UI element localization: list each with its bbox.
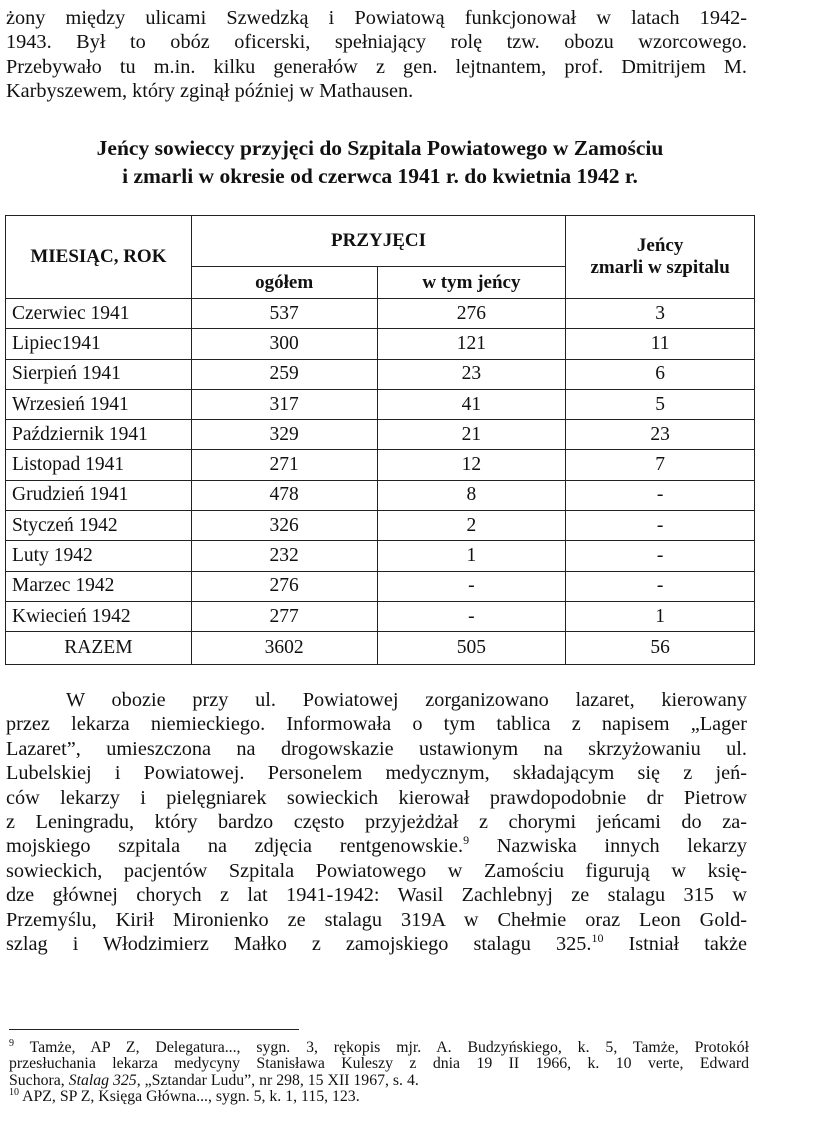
text-segment: mojskiego szpitala na zdjęcia rentgenowskie.: [6, 835, 464, 858]
table-row: [6, 541, 755, 571]
cell-pow: 8: [377, 480, 566, 510]
cell-total: 3602: [191, 632, 377, 665]
text-segment: APZ, SP Z, Księga Główna..., sygn. 5, k. 1, 115, 123.: [19, 1087, 360, 1105]
cell-pow: 23: [377, 359, 566, 389]
cell-month: Czerwiec 1941: [6, 299, 192, 329]
table-row: [6, 480, 755, 510]
text-segment: Istniał także: [603, 933, 747, 956]
text-line: ców lekarzy i pielęgniarek sowieckich kierował prawdopodobnie dr Pietrow: [6, 786, 747, 809]
cell-died: 7: [566, 450, 755, 480]
footnote-line: [9, 1040, 749, 1056]
text-line: [6, 932, 747, 956]
text-line: Karbyszewem, który zginął później w Mathausen.: [6, 80, 414, 103]
cell-died: 6: [566, 359, 755, 389]
table-row: [6, 601, 755, 631]
cell-total: 277: [191, 601, 377, 631]
text-line: sowieckich, pacjentów Szpitala Powiatowego w Zamościu figurują w księ-: [6, 859, 747, 882]
cell-pow: 12: [377, 450, 566, 480]
text-line: z Leningradu, który bardzo często przyjeżdżał z chorymi jeńcami do za-: [6, 811, 747, 834]
footnotes: [9, 1040, 749, 1105]
cell-month: Grudzień 1941: [6, 480, 192, 510]
text-line: Przemyślu, Kirił Mironienko ze stalagu 319A w Chełmie oraz Leon Gold-: [6, 908, 747, 931]
text-line: Lubelskiej i Powiatowej. Personelem medycznym, składającym się z jeń-: [6, 762, 747, 785]
cell-total: 271: [191, 450, 377, 480]
cell-died: 56: [566, 632, 755, 665]
text-line: żony między ulicami Szwedzką i Powiatową funkcjonował w latach 1942-: [6, 7, 747, 29]
cell-total: 537: [191, 299, 377, 329]
cell-pow: 1: [377, 541, 566, 571]
cell-died: -: [566, 511, 755, 541]
footnote-number: 9: [9, 1038, 14, 1049]
cell-total: 276: [191, 571, 377, 601]
cell-total: 329: [191, 420, 377, 450]
cell-total: 232: [191, 541, 377, 571]
text-line: dze głównej chorych z lat 1941-1942: Wasil Zachlebnyj ze stalagu 315 w: [6, 884, 747, 907]
text-line: [6, 834, 747, 858]
cell-died: -: [566, 480, 755, 510]
footnote-divider: [9, 1029, 299, 1030]
cell-month: Listopad 1941: [6, 450, 192, 480]
cell-month: Sierpień 1941: [6, 359, 192, 389]
text-line: przez lekarza niemieckiego. Informowała o tym tablica z napisem „Lager: [6, 713, 747, 736]
cell-total: 317: [191, 389, 377, 419]
text-segment: szlag i Włodzimierz Małko z zamojskiego stalagu 325.: [6, 933, 592, 956]
header-admitted: PRZYJĘCI: [191, 216, 565, 267]
text-segment: , „Sztandar Ludu”, nr 298, 15 XII 1967, s. 4.: [136, 1071, 419, 1089]
cell-pow: -: [377, 601, 566, 631]
header-total: ogółem: [191, 267, 377, 299]
table-row: [6, 571, 755, 601]
intro-paragraph: [6, 6, 747, 104]
footnote-ref[interactable]: 9: [463, 833, 470, 848]
text-segment: Nazwiska innych lekarzy: [469, 835, 747, 858]
text-line: Przebywało tu m.in. kilku generałów z gen. lejtnantem, prof. Dmitrijem M.: [6, 55, 747, 78]
italic-title: Stalag 325: [68, 1071, 137, 1089]
text-segment: Suchora,: [9, 1071, 69, 1089]
footnote-ref[interactable]: 10: [591, 931, 604, 946]
cell-pow: 121: [377, 329, 566, 359]
cell-died: 1: [566, 601, 755, 631]
cell-month: Październik 1941: [6, 420, 192, 450]
footnote-line: [9, 1086, 749, 1105]
table-body: [6, 299, 755, 665]
table-row: [6, 389, 755, 419]
cell-died: 5: [566, 389, 755, 419]
cell-month: RAZEM: [6, 632, 192, 665]
cell-died: 23: [566, 420, 755, 450]
cell-pow: 2: [377, 511, 566, 541]
cell-pow: 505: [377, 632, 566, 665]
header-pow: w tym jeńcy: [377, 267, 566, 299]
text-line: 1943. Był to obóz oficerski, spełniający rolę tzw. obozu wzorcowego.: [6, 31, 747, 54]
header-died: [566, 216, 755, 299]
cell-month: Lipiec1941: [6, 329, 192, 359]
table-row: [6, 359, 755, 389]
text-line: W obozie przy ul. Powiatowej zorganizowano lazaret, kierowany: [66, 689, 747, 711]
table-title-line: i zmarli w okresie od czerwca 1941 r. do kwietnia 1942 r.: [122, 164, 638, 188]
footnote-line: przesłuchania lekarza medycyny Stanisława Kuleszy z dnia 19 II 1966, k. 10 verte, Edward: [9, 1055, 749, 1073]
text-line: Lazaret”, umieszczona na drogowskazie ustawionym na skrzyżowaniu ul.: [6, 737, 747, 760]
table-row: [6, 420, 755, 450]
header-died-line: zmarli w szpitalu: [590, 257, 730, 278]
cell-total: 478: [191, 480, 377, 510]
table-row: [6, 329, 755, 359]
cell-died: 11: [566, 329, 755, 359]
cell-total: 259: [191, 359, 377, 389]
cell-total: 326: [191, 511, 377, 541]
table-row: [6, 511, 755, 541]
footnote-number: 10: [9, 1086, 19, 1098]
header-died-line: Jeńcy: [636, 235, 684, 256]
cell-month: Marzec 1942: [6, 571, 192, 601]
cell-month: Kwiecień 1942: [6, 601, 192, 631]
prisoners-table: [5, 215, 755, 665]
table-total-row: [6, 632, 755, 665]
table-title: [0, 134, 760, 190]
cell-pow: 276: [377, 299, 566, 329]
text-segment: Tamże, AP Z, Delegatura..., sygn. 3, rękopis mjr. A. Budzyńskiego, k. 5, Tamże, Protokół: [14, 1039, 749, 1056]
cell-pow: 21: [377, 420, 566, 450]
cell-pow: 41: [377, 389, 566, 419]
cell-died: 3: [566, 299, 755, 329]
cell-month: Wrzesień 1941: [6, 389, 192, 419]
table-header-row: [6, 216, 755, 267]
cell-pow: -: [377, 571, 566, 601]
cell-month: Styczeń 1942: [6, 511, 192, 541]
header-month: MIESIĄC, ROK: [6, 216, 192, 299]
table-title-line: Jeńcy sowieccy przyjęci do Szpitala Powiatowego w Zamościu: [96, 136, 664, 160]
body-paragraph: [6, 688, 747, 956]
cell-total: 300: [191, 329, 377, 359]
cell-died: -: [566, 541, 755, 571]
cell-month: Luty 1942: [6, 541, 192, 571]
table-row: [6, 299, 755, 329]
cell-died: -: [566, 571, 755, 601]
footnote-line: [9, 1073, 749, 1089]
table-row: [6, 450, 755, 480]
